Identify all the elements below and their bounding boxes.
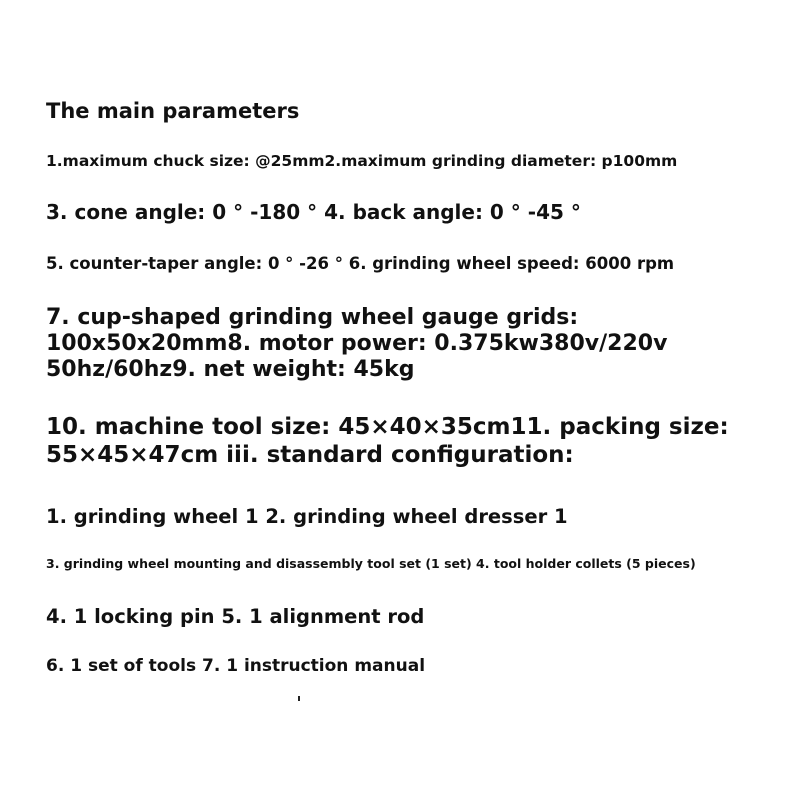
spec-line-taper-wheel-speed: 5. counter-taper angle: 0 ° -26 ° 6. grinding wheel speed: 6000 rpm — [46, 254, 675, 273]
spec-block-sizes-configuration — [46, 413, 729, 469]
spec-line: 100x50x20mm8. motor power: 0.375kw380v/220v — [46, 331, 668, 356]
spec-line: 10. machine tool size: 45×40×35cm11. packing size: — [46, 414, 729, 440]
config-line-tools-manual: 6. 1 set of tools 7. 1 instruction manual — [46, 656, 426, 676]
config-line-pin-rod: 4. 1 locking pin 5. 1 alignment rod — [46, 605, 425, 628]
spec-line-chuck-grinding-diameter: 1.maximum chuck size: @25mm2.maximum grinding diameter: p100mm — [46, 152, 678, 170]
config-line-tool-set-collets: 3. grinding wheel mounting and disassembly tool set (1 set) 4. tool holder collets (5 pieces) — [46, 556, 696, 571]
spec-line: 55×45×47cm iii. standard configuration: — [46, 442, 574, 468]
page-title: The main parameters — [46, 99, 300, 123]
spec-line-cone-back-angle: 3. cone angle: 0 ° -180 ° 4. back angle: 0 ° -45 ° — [46, 200, 581, 224]
spec-line: 50hz/60hz9. net weight: 45kg — [46, 357, 415, 382]
stray-mark — [298, 696, 300, 701]
config-line-wheel-dresser: 1. grinding wheel 1 2. grinding wheel dresser 1 — [46, 505, 568, 528]
spec-line: 7. cup-shaped grinding wheel gauge grids: — [46, 305, 579, 330]
spec-block-wheel-motor-weight — [46, 305, 667, 383]
